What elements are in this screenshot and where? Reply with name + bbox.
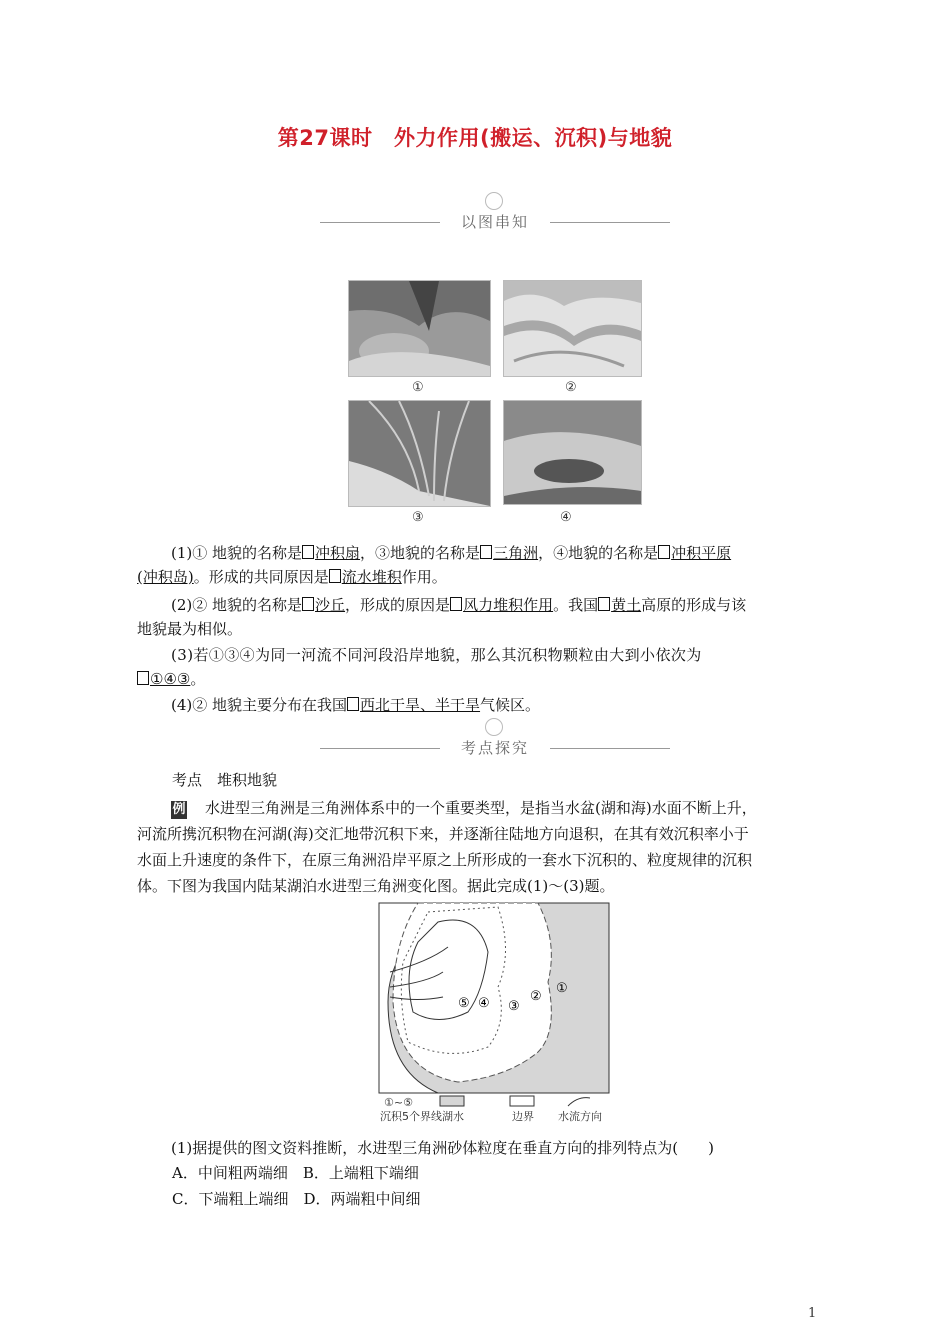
page-title: 第27课时 外力作用(搬运、沉积)与地貌 [277, 126, 673, 150]
boundary-legend-swatch [510, 1096, 534, 1106]
photo-label: ③ [412, 510, 424, 525]
photo-label: ② [565, 380, 577, 395]
section-title: 考点探究 [460, 739, 529, 757]
boundary-marker: ② [530, 989, 542, 1004]
q1-paragraph: (1)① 地貌的名称是 冲积扇，③地貌的名称是 三角洲，④地貌的名称是 冲积平原 (冲积岛)。形成的共同原因是 流水堆积作用。 [137, 544, 732, 586]
topic-heading: 考点 堆积地貌 [172, 771, 278, 789]
flow-arrow-icon [568, 1098, 590, 1106]
photo-label: ④ [560, 510, 572, 525]
boundary-marker: ⑤ [458, 996, 470, 1011]
q3-paragraph: (3)若①③④为同一河流不同河段沿岸地貌，那么其沉积物颗粒由大到小依次为 ①④③。 [137, 643, 817, 691]
answer: 三角洲 [480, 544, 538, 562]
q2-paragraph: (2)② 地貌的名称是 沙丘，形成的原因是 风力堆积作用。我国 黄土高原的形成与该 地貌最为相似。 [137, 596, 747, 638]
answer: 冲积扇 [302, 544, 360, 562]
legend-symbol: ①~⑤ [384, 1096, 413, 1109]
answer: 黄土 [598, 596, 641, 614]
answer: 西北干旱、半干旱 [347, 696, 480, 714]
alluvial-island-photo [503, 400, 642, 505]
legend-label: 边界 [512, 1110, 534, 1123]
section-title: 以图串知 [460, 213, 529, 231]
delta-diagram [378, 902, 610, 1124]
answer: 风力堆积作用 [450, 596, 553, 614]
boundary-marker: ① [556, 981, 568, 996]
answer: 流水堆积 [329, 568, 402, 586]
example-paragraph: 例 水进型三角洲是三角洲体系中的一个重要类型，是指当水盆(湖和海)水面不断上升， 河流所携沉积物在河湖(海)交汇地带沉积下来，并逐渐往陆地方向退积，在其有效沉积率小于 水面上升速度的条件下，在原三角洲沿岸平原之上所形成的一套水下沉积的、粒度规律的沉积 体。下图为我国内陆某湖泊水进型三角洲变化图。据此完成(1)～(3)题。 [137, 799, 757, 895]
alluvial-fan-photo [348, 280, 491, 377]
page-number: 1 [808, 1306, 817, 1321]
section-header-picture [320, 192, 670, 232]
options-cd: C．下端粗上端细 D．两端粗中间细 [172, 1190, 421, 1208]
legend-label: 沉积5个界线 [380, 1110, 442, 1123]
boundary-marker: ③ [508, 999, 520, 1014]
divider [550, 222, 670, 223]
lake-legend-swatch [440, 1096, 464, 1106]
trend-icon [485, 718, 503, 736]
options-ab: A．中间粗两端细 B．上端粗下端细 [172, 1164, 419, 1182]
example-tag: 例 [172, 802, 186, 817]
legend-label: 水流方向 [558, 1110, 602, 1123]
answer: 冲积平原 [658, 544, 731, 562]
q4-paragraph: (4)② 地貌主要分布在我国 西北干旱、半干旱气候区。 [171, 696, 541, 714]
location-pin-icon [485, 192, 503, 210]
sand-dune-photo [503, 280, 642, 377]
legend-label: 湖水 [442, 1110, 464, 1123]
divider [550, 748, 670, 749]
answer: (冲积岛) [137, 568, 194, 586]
delta-photo [348, 400, 491, 507]
photo-label: ① [412, 380, 424, 395]
section-header-explore [320, 718, 670, 758]
answer: 沙丘 [302, 596, 345, 614]
boundary-marker: ④ [478, 996, 490, 1011]
question-stem: (1)据提供的图文资料推断，水进型三角洲砂体粒度在垂直方向的排列特点为( ) [171, 1139, 714, 1157]
answer: ①④③ [137, 670, 190, 688]
